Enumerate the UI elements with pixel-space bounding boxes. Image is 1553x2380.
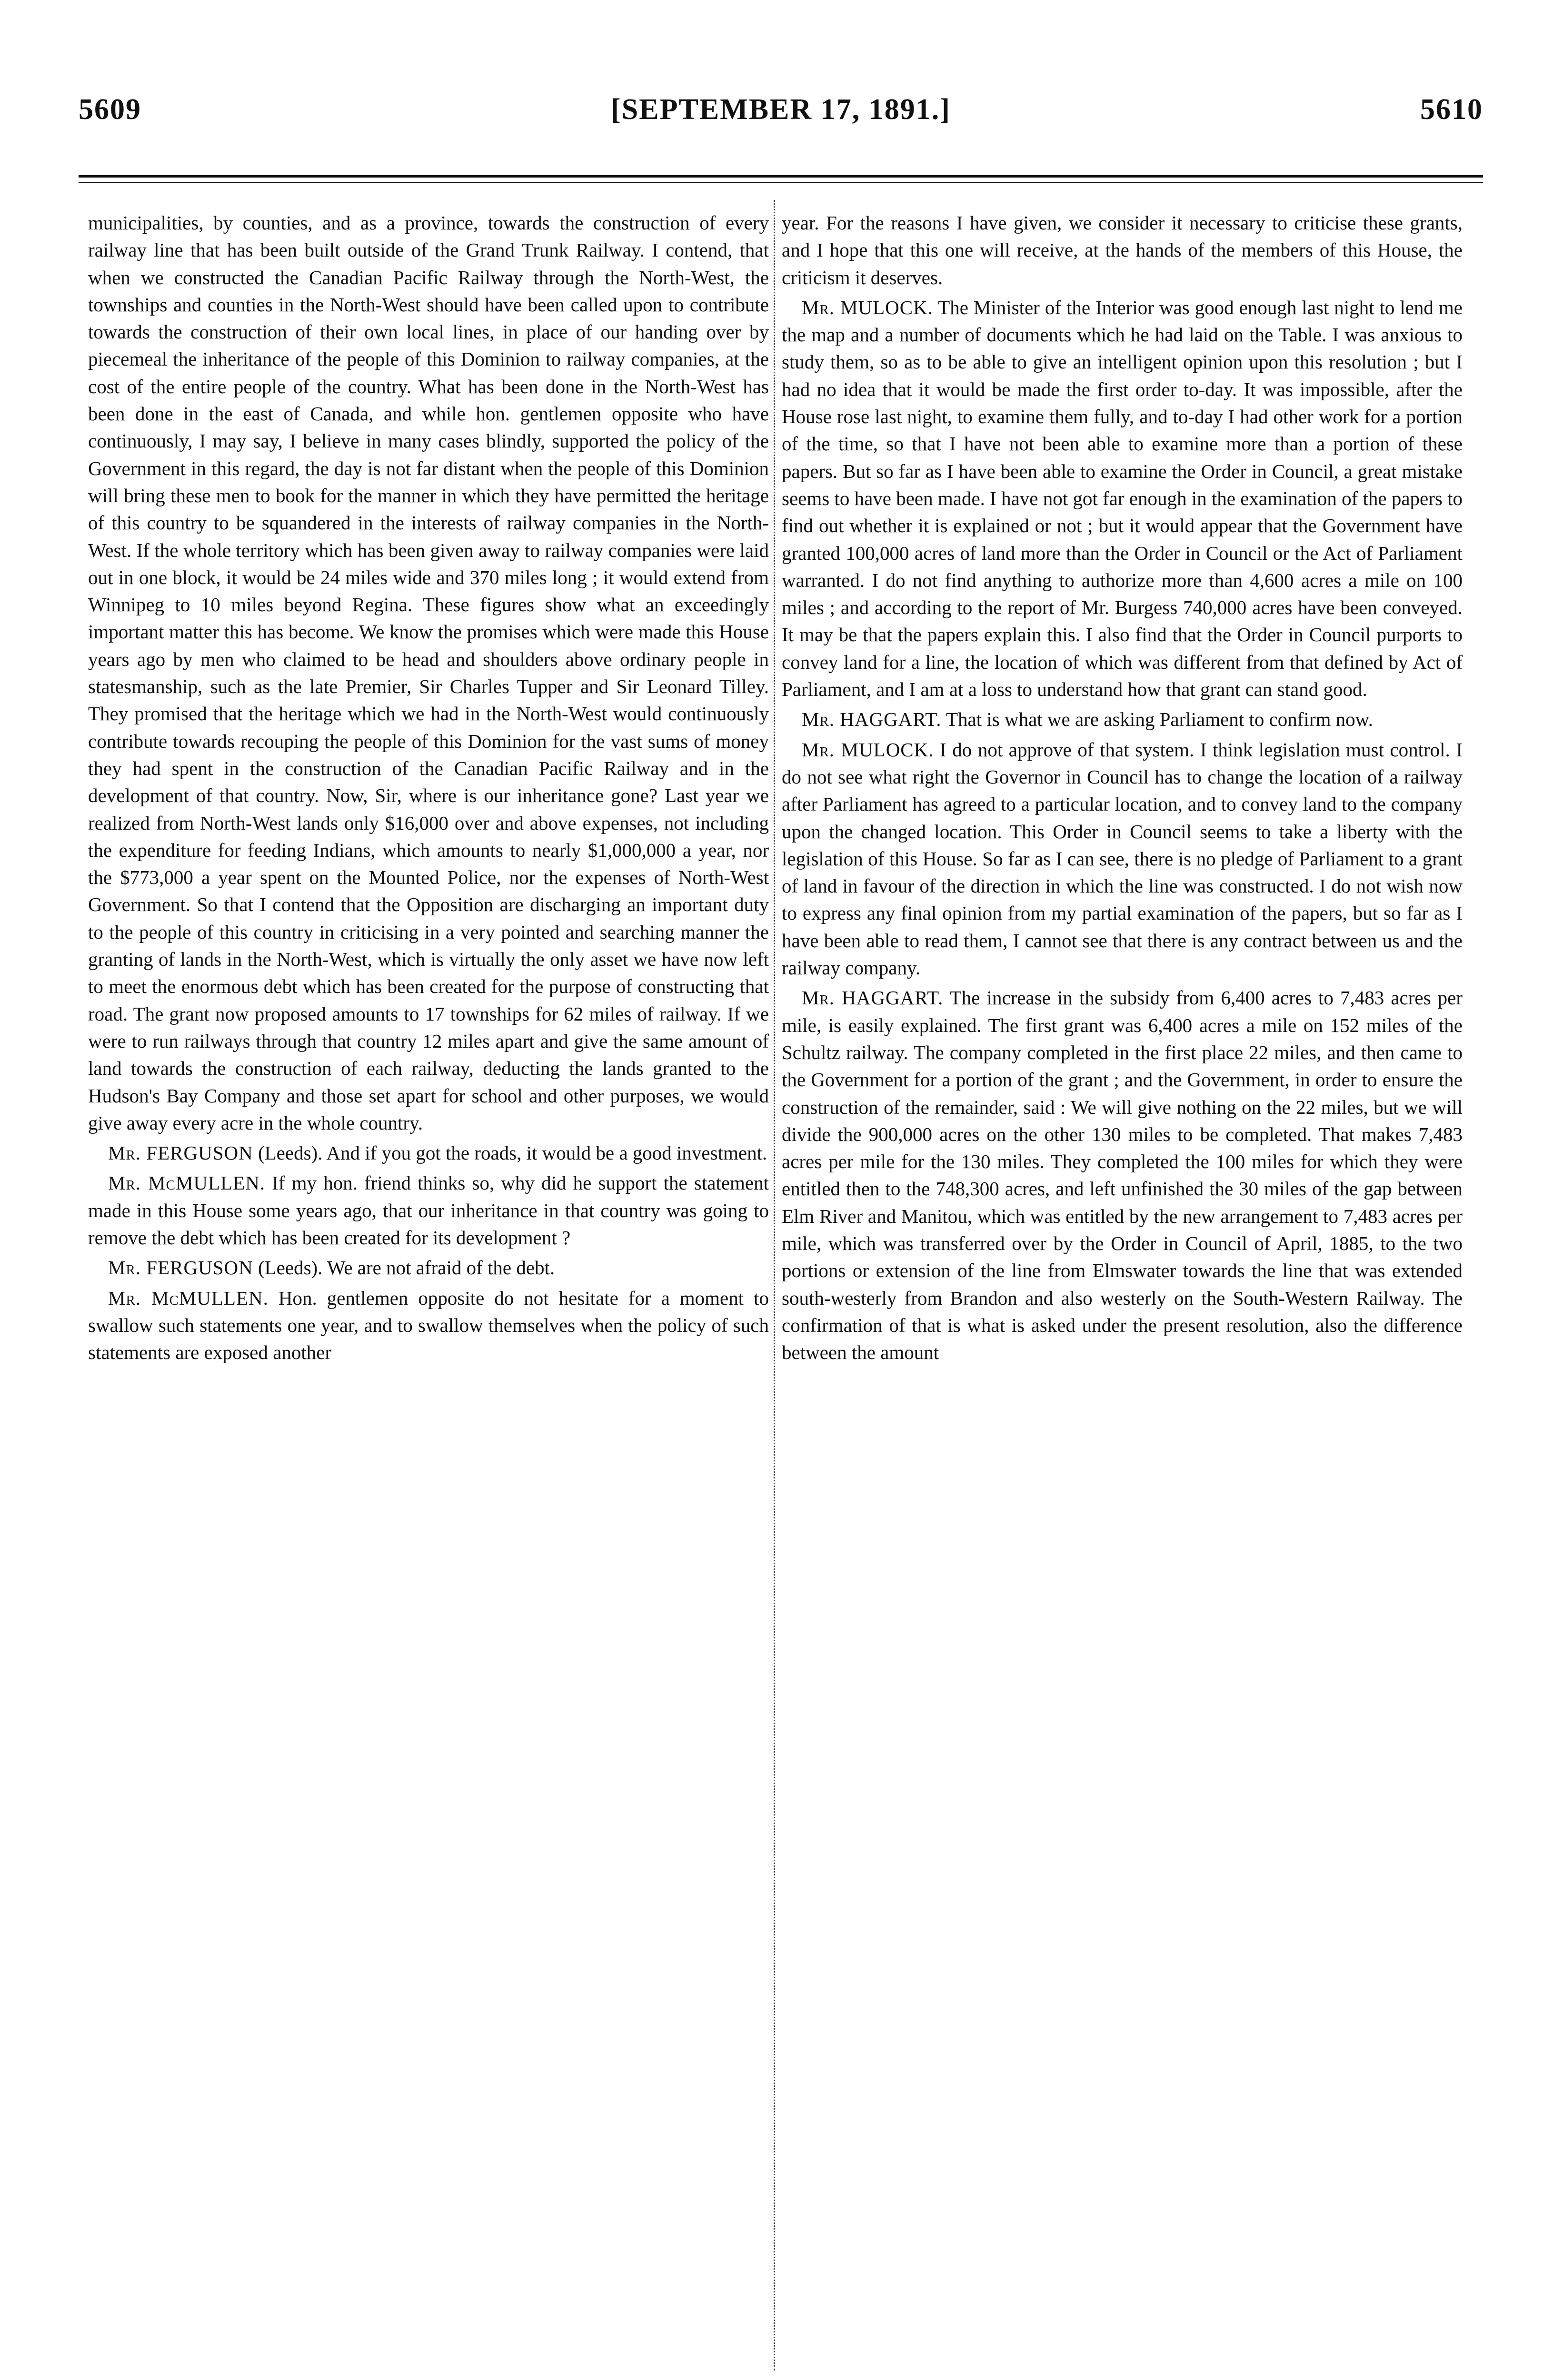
paragraph: Mr. McMULLEN. Hon. gentlemen opposite do not hesitate for a moment to swallow such statements one year, and to swallow themselves when the policy of such statements are exposed another (88, 1287, 769, 1364)
paragraph: Mr. FERGUSON (Leeds). And if you got the roads, it would be a good investment. (108, 1142, 767, 1164)
column-divider (774, 200, 775, 2370)
header-rule-bottom (79, 182, 1483, 183)
paragraph: Mr. MULOCK. The Minister of the Interior was good enough last night to lend me the map and a number of documents which he had laid on the Table. I was anxious to study them, so as to be able to give an intelligent opinion upon this resolution ; but I had no idea that it would be made the first order to-day. It was impossible, after the House rose last night, to examine them fully, and to-day I had other work for a portion of the time, so that I have not been able to examine more than a portion of these papers. But so far as I have been able to examine the Order in Council, a great mistake seems to have been made. I have not got far enough in the examination of the papers to find out whether it is explained or not ; but it would appear that the Government have granted 100,000 acres of land more than the Order in Council or the Act of Parliament warranted. I do not find anything to authorize more than 4,600 acres a mile on 100 miles ; and according to the report of Mr. Burgess 740,000 acres have been conveyed. It may be that the papers explain this. I also find that the Order in Council purports to convey land for a line, the location of which was different from that defined by Act of Parliament, and I am at a loss to understand how that grant can stand good. (782, 296, 1463, 701)
right-column (782, 209, 1463, 1366)
paragraph: Mr. MULOCK. I do not approve of that system. I think legislation must control. I do not see what right the Governor in Council has to change the location of a railway after Parliament has agreed to a particular location, and to convey land to the company upon the changed location. This Order in Council seems to take a liberty with the legislation of this House. So far as I can see, there is no pledge of Parliament to a grant of land in favour of the direction in which the line was constructed. I do not wish now to express any final opinion from my partial examination of the papers, but so far as I have been able to read them, I cannot see that there is any contract between us and the railway company. (782, 738, 1463, 979)
paragraph: Mr. HAGGART. The increase in the subsidy from 6,400 acres to 7,483 acres per mile, is easily explained. The first grant was 6,400 acres a mile on 152 miles of the Schultz railway. The company completed in the first place 22 miles, and then came to the Government for a portion of the grant ; and the Government, in order to ensure the construction of the remainder, said : We will give nothing on the 22 miles, but we will divide the 900,000 acres on the other 130 miles to be completed. That makes 7,483 acres per mile for the 130 miles. They completed the 100 miles for which they were entitled then to the 748,300 acres, and left unfinished the 30 miles of the gap between Elm River and Manitou, which was entitled by the new arrangement to 7,483 acres per mile, which was transferred over by the Order in Council of April, 1885, to the two portions or extension of the line from Elmswater towards the line that was extended south-westerly from Brandon and also westerly on the South-Western Railway. The confirmation of that is what is asked under the present resolution, also the difference between the amount (782, 987, 1463, 1364)
header-rule-top (79, 175, 1483, 178)
speaker-name: Mr. McMULLEN. (108, 1287, 269, 1309)
left-column (88, 209, 769, 1366)
page-number-left: 5609 (79, 93, 141, 126)
speaker-name: Mr. MULOCK. (802, 738, 934, 761)
paragraph: Mr. HAGGART. That is what we are asking Parliament to confirm now. (802, 708, 1373, 731)
speaker-name: Mr. FERGUSON (108, 1257, 253, 1279)
page-header (79, 83, 1483, 136)
page-date-title: [SEPTEMBER 17, 1891.] (611, 93, 951, 126)
speaker-name: Mr. McMULLEN. (108, 1172, 266, 1194)
page-number-right: 5610 (1420, 93, 1483, 126)
speaker-name: Mr. HAGGART. (802, 708, 942, 731)
paragraph: municipalities, by counties, and as a province, towards the construction of every railway line that has been built outside of the Grand Trunk Railway. I contend, that when we constructed the Canadian Pacific Railway through the North-West, the townships and counties in the North-West should have been called upon to contribute towards the construction of their own local lines, in place of our handing over by piecemeal the inheritance of the people of this Dominion to railway companies, at the cost of the entire people of the country. What has been done in the North-West has been done in the east of Canada, and while hon. gentlemen opposite who have continuously, I may say, I believe in many cases blindly, supported the policy of the Government in this regard, the day is not far distant when the people of this Dominion will bring these men to book for the manner in which they have permitted the heritage of this country to be squandered in the interests of railway companies in the North-West. If the whole territory which has been given away to railway companies were laid out in one block, it would be 24 miles wide and 370 miles long ; it would extend from Winnipeg to 10 miles beyond Regina. These figures show what an exceedingly important matter this has become. We know the promises which were made this House years ago by men who claimed to be head and shoulders above ordinary people in statesmanship, such as the late Premier, Sir Charles Tupper and Sir Leonard Tilley. They promised that the heritage which we had in the North-West would continuously contribute towards recouping the people of this Dominion for the vast sums of money they had spent in the construction of the Canadian Pacific Railway and in the development of that country. Now, Sir, where is our inheritance gone? Last year we realized from North-West lands only $16,000 over and above expenses, not including the expenditure for feeding Indians, which amounts to nearly $1,000,000 a year, nor the $773,000 a year spent on the Mounted Police, nor the expenses of North-West Government. So that I contend that the Opposition are discharging an important duty to the people of this country in criticising in a very pointed and searching manner the granting of lands in the North-West, which is virtually the only asset we have now left to meet the enormous debt which has been created for the purpose of constructing that road. The grant now proposed amounts to 17 townships for 62 miles of railway. If we were to run railways through that country 12 miles apart and give the same amount of land towards the construction of each railway, deducting the lands granted to the Hudson's Bay Company and those set apart for school and other purposes, we would give away every acre in the whole country. (88, 212, 769, 1134)
paragraph: Mr. McMULLEN. If my hon. friend thinks so, why did he support the statement made in this House some years ago, that our inheritance in that country was going to remove the debt which has been created for its development ? (88, 1172, 769, 1249)
speaker-name: Mr. HAGGART. (802, 987, 944, 1009)
paragraph: year. For the reasons I have given, we consider it necessary to criticise these grants, and I hope that this one will receive, at the hands of the members of this House, the criticism it deserves. (782, 212, 1463, 288)
speaker-name: Mr. MULOCK. (802, 296, 933, 318)
paragraph: Mr. FERGUSON (Leeds). We are not afraid of the debt. (108, 1257, 555, 1279)
speaker-name: Mr. FERGUSON (108, 1142, 253, 1164)
